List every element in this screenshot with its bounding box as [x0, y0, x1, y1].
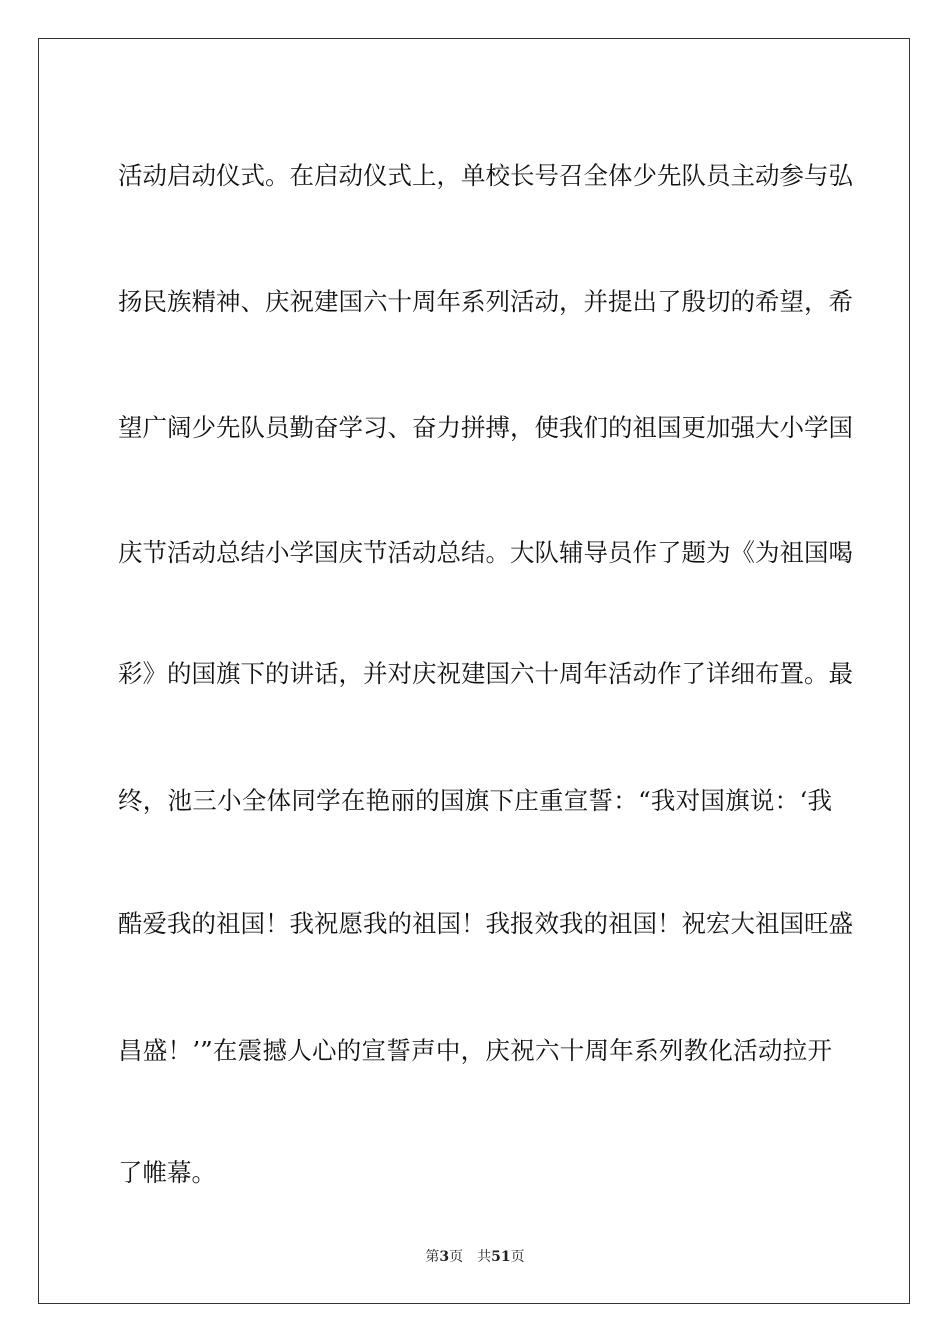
- paragraph-line: 终，池三小全体同学在艳丽的国旗下庄重宣誓：“我对国旗说：‘我: [118, 785, 832, 815]
- page-number-prefix: 第: [425, 1249, 440, 1265]
- paragraph-line: 彩》的国旗下的讲话，并对庆祝建国六十周年活动作了详细布置。最: [118, 658, 853, 688]
- total-pages-suffix: 页: [510, 1249, 525, 1265]
- page-number-suffix: 页: [449, 1249, 464, 1265]
- page-number: 3: [439, 1249, 450, 1265]
- paragraph-line: 酷爱我的祖国！我祝愿我的祖国！我报效我的祖国！祝宏大祖国旺盛: [118, 908, 853, 938]
- paragraph-line: 庆节活动总结小学国庆节活动总结。大队辅导员作了题为《为祖国喝: [118, 537, 853, 567]
- paragraph-line: 昌盛！’”在震撼人心的宣誓声中，庆祝六十周年系列教化活动拉开: [118, 1035, 832, 1065]
- paragraph-line-last: 了帷幕。: [118, 1157, 216, 1187]
- paragraph-line: 活动启动仪式。在启动仪式上，单校长号召全体少先队员主动参与弘: [118, 160, 853, 190]
- page-footer: [0, 1248, 950, 1266]
- paragraph-line: 扬民族精神、庆祝建国六十周年系列活动，并提出了殷切的希望，希: [118, 286, 853, 316]
- total-pages-prefix: 共: [477, 1249, 492, 1265]
- paragraph-line: 望广阔少先队员勤奋学习、奋力拼搏，使我们的祖国更加强大小学国: [118, 412, 853, 442]
- total-pages: 51: [491, 1249, 511, 1265]
